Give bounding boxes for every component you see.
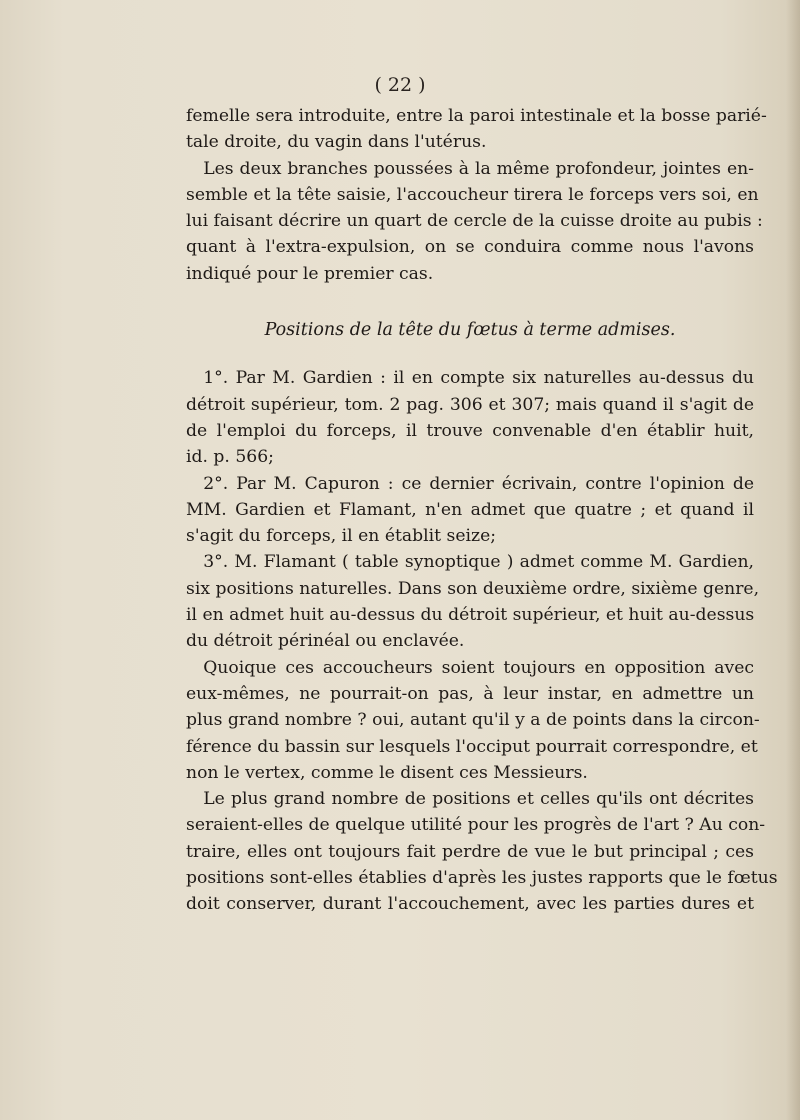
- text-line: non le vertex, comme le disent ces Messieurs.: [186, 762, 588, 783]
- list-item-2: [186, 471, 754, 550]
- text-line: quant à l'extra-expulsion, on se conduira comme nous l'avons: [186, 237, 754, 258]
- text-line: 2°. Par M. Capuron : ce dernier écrivain, contre l'opinion de: [203, 473, 754, 494]
- page-number: ( 22 ): [374, 74, 426, 96]
- text-line: 3°. M. Flamant ( table synoptique ) admet comme M. Gardien,: [203, 552, 754, 573]
- text-line: doit conserver, durant l'accouchement, avec les parties dures et: [186, 894, 754, 915]
- text-line: férence du bassin sur lesquels l'occiput pourrait correspondre, et: [186, 736, 758, 757]
- text-line: lui faisant décrire un quart de cercle de la cuisse droite au pubis :: [186, 211, 763, 232]
- text-line: femelle sera introduite, entre la paroi intestinale et la bosse parié-: [186, 106, 767, 126]
- section-heading: Positions de la tête du fœtus à terme admises.: [264, 320, 676, 341]
- text-line: id. p. 566;: [186, 447, 274, 468]
- text-line: Le plus grand nombre de positions et celles qu'ils ont décrites: [203, 789, 754, 810]
- text-line: de l'emploi du forceps, il trouve convenable d'en établir huit,: [186, 420, 754, 441]
- text-line: seraient-elles de quelque utilité pour les progrès de l'art ? Au con-: [186, 815, 766, 836]
- text-line: du détroit périnéal ou enclavée.: [186, 631, 465, 652]
- text-line: 1°. Par M. Gardien : il en compte six naturelles au-dessus du: [203, 368, 754, 389]
- text-line: MM. Gardien et Flamant, n'en admet que quatre ; et quand il: [186, 499, 754, 520]
- text-line: six positions naturelles. Dans son deuxième ordre, sixième genre,: [186, 578, 760, 599]
- text-line: semble et la tête saisie, l'accoucheur tirera le forceps vers soi, en: [186, 184, 759, 205]
- text-line: plus grand nombre ? oui, autant qu'il y a de points dans la circon-: [186, 710, 760, 731]
- text-line: Quoique ces accoucheurs soient toujours en opposition avec: [203, 657, 754, 678]
- list-item-1: [186, 365, 754, 470]
- text-line: eux-mêmes, ne pourrait-on pas, à leur instar, en admettre un: [186, 683, 754, 704]
- paragraph-1: [186, 103, 767, 156]
- text-line: Les deux branches poussées à la même profondeur, jointes en-: [203, 158, 754, 179]
- paragraph-2: [186, 156, 763, 287]
- text-line: tale droite, du vagin dans l'utérus.: [186, 132, 487, 153]
- text-line: traire, elles ont toujours fait perdre de vue le but principal ; ces: [186, 841, 754, 862]
- paragraph-4: [186, 786, 778, 917]
- text-line: s'agit du forceps, il en établit seize;: [186, 526, 497, 547]
- paragraph-3: [186, 655, 760, 786]
- text-line: il en admet huit au-dessus du détroit supérieur, et huit au-dessus: [186, 605, 755, 626]
- text-line: indiqué pour le premier cas.: [186, 263, 434, 284]
- text-line: positions sont-elles établies d'après les justes rapports que le fœtus: [186, 868, 778, 889]
- page-body: [186, 103, 778, 918]
- text-line: détroit supérieur, tom. 2 pag. 306 et 307; mais quand il s'agit de: [186, 394, 754, 415]
- list-item-3: [186, 549, 760, 654]
